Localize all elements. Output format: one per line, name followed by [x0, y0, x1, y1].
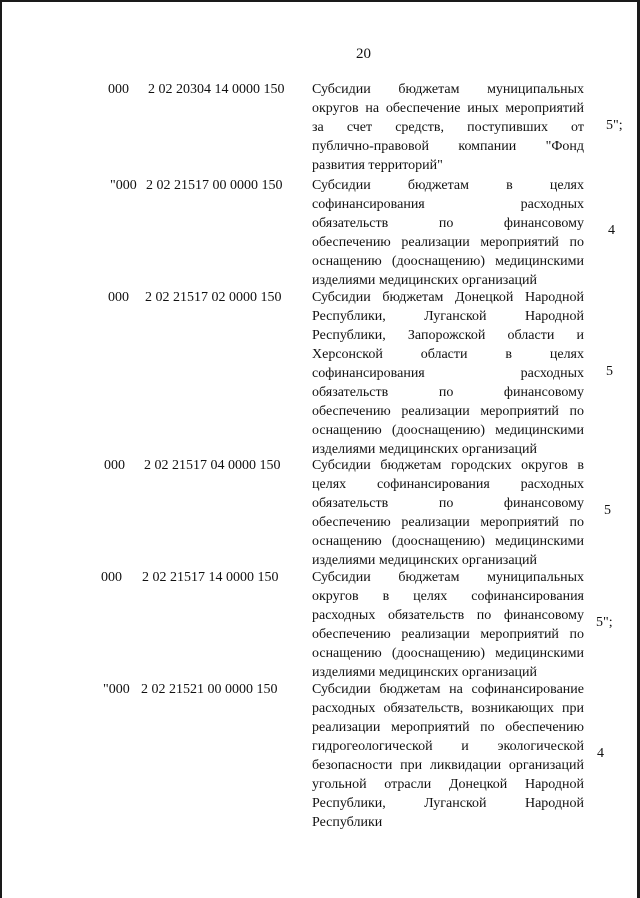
amount-cell: 5";	[606, 118, 623, 133]
admin-code: 000	[101, 570, 122, 585]
amount-cell: 4	[608, 223, 615, 238]
description-line: реализации мероприятий по обеспечению	[312, 720, 584, 735]
description-line: Республики, Луганской Народной	[312, 309, 584, 324]
description-line: изделиями медицинских организаций	[312, 442, 538, 457]
description-line: угольной отрасли Донецкой Народной	[312, 777, 584, 792]
budget-classification-code: 2 02 21517 02 0000 150	[145, 290, 282, 305]
income-description	[312, 288, 584, 459]
description-line: целях софинансирования расходных	[312, 477, 584, 492]
description-line: обязательств по финансовому	[312, 496, 584, 511]
budget-classification-code: 2 02 21517 00 0000 150	[146, 178, 283, 193]
description-line: округов на обеспечение иных мероприятий	[312, 101, 584, 116]
description-line: оснащению (дооснащению) медицинскими	[312, 646, 584, 661]
income-description	[312, 680, 584, 832]
description-line: Субсидии бюджетам муниципальных	[312, 82, 584, 97]
description-line: Республики	[312, 815, 383, 830]
description-line: Херсонской области в целях	[312, 347, 584, 362]
budget-classification-code: 2 02 21521 00 0000 150	[141, 682, 278, 697]
income-description	[312, 176, 584, 290]
description-line: обеспечению реализации мероприятий по	[312, 627, 584, 642]
description-line: Субсидии бюджетам Донецкой Народной	[312, 290, 584, 305]
description-line: оснащению (дооснащению) медицинскими	[312, 423, 584, 438]
description-line: публично-правовой компании "Фонд	[312, 139, 584, 154]
description-line: гидрогеологической и экологической	[312, 739, 584, 754]
description-line: за счет средств, поступивших от	[312, 120, 584, 135]
description-line: Республики, Запорожской области и	[312, 328, 584, 343]
page-number: 20	[356, 46, 371, 62]
description-line: софинансирования расходных	[312, 197, 584, 212]
admin-code: "000	[103, 682, 130, 697]
description-line: расходных обязательств, возникающих при	[312, 701, 584, 716]
amount-cell: 4	[597, 746, 604, 761]
description-line: оснащению (дооснащению) медицинскими	[312, 254, 584, 269]
description-line: оснащению (дооснащению) медицинскими	[312, 534, 584, 549]
income-description	[312, 80, 584, 175]
description-line: обязательств по финансовому	[312, 385, 584, 400]
budget-classification-code: 2 02 21517 04 0000 150	[144, 458, 281, 473]
description-line: обеспечению реализации мероприятий по	[312, 515, 584, 530]
scan-edge-left	[0, 0, 2, 898]
description-line: Субсидии бюджетам на софинансирование	[312, 682, 584, 697]
income-description	[312, 568, 584, 682]
description-line: обязательств по финансовому	[312, 216, 584, 231]
description-line: Республики, Луганской Народной	[312, 796, 584, 811]
description-line: изделиями медицинских организаций	[312, 665, 538, 680]
description-line: округов в целях софинансирования	[312, 589, 584, 604]
admin-code: 000	[108, 290, 129, 305]
admin-code: "000	[110, 178, 137, 193]
description-line: обеспечению реализации мероприятий по	[312, 404, 584, 419]
budget-classification-code: 2 02 21517 14 0000 150	[142, 570, 279, 585]
description-line: изделиями медицинских организаций	[312, 553, 538, 568]
admin-code: 000	[108, 82, 129, 97]
income-description	[312, 456, 584, 570]
scan-edge-top	[0, 0, 640, 2]
amount-cell: 5";	[596, 615, 613, 630]
amount-cell: 5	[604, 503, 611, 518]
description-line: расходных обязательств по финансовому	[312, 608, 584, 623]
description-line: развития территорий"	[312, 158, 443, 173]
description-line: софинансирования расходных	[312, 366, 584, 381]
description-line: Субсидии бюджетам муниципальных	[312, 570, 584, 585]
description-line: Субсидии бюджетам в целях	[312, 178, 584, 193]
description-line: обеспечению реализации мероприятий по	[312, 235, 584, 250]
description-line: Субсидии бюджетам городских округов в	[312, 458, 584, 473]
description-line: изделиями медицинских организаций	[312, 273, 538, 288]
description-line: безопасности при ликвидации организаций	[312, 758, 584, 773]
amount-cell: 5	[606, 364, 613, 379]
admin-code: 000	[104, 458, 125, 473]
budget-classification-code: 2 02 20304 14 0000 150	[148, 82, 285, 97]
